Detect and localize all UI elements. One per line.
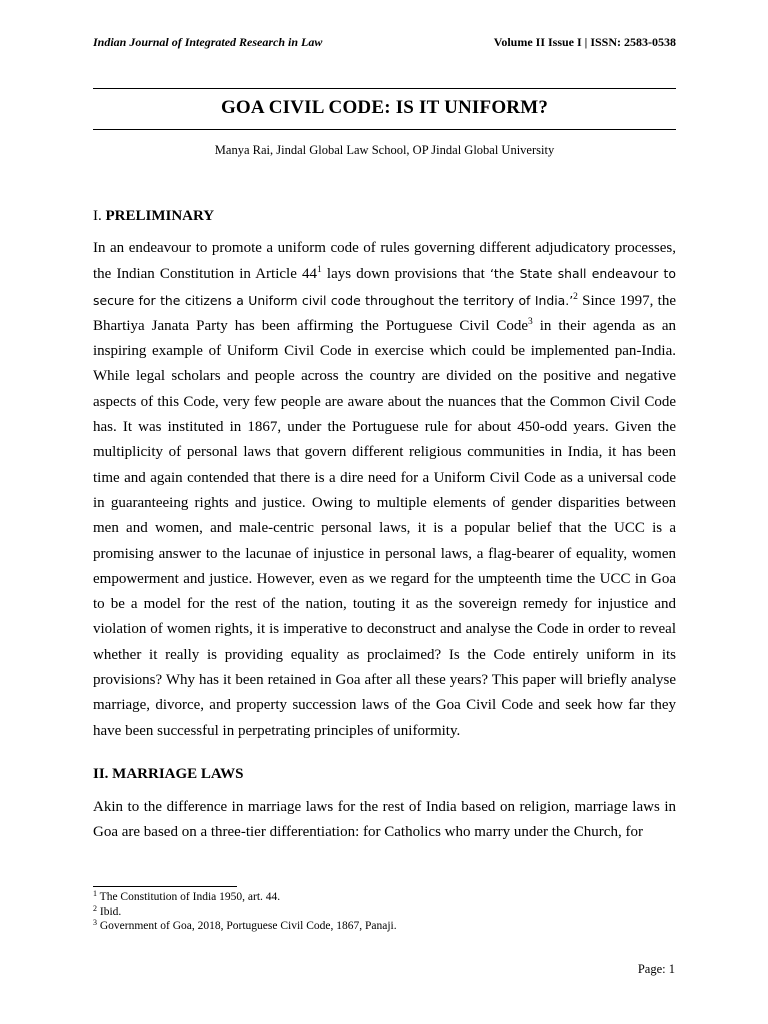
footnote-item <box>93 919 397 934</box>
footnote-ref-3[interactable]: 3 <box>528 316 533 327</box>
footnote-number: 3 <box>93 918 97 927</box>
title-top-rule <box>93 88 676 89</box>
section-numeral: I. <box>93 208 102 224</box>
footnote-ref-1[interactable]: 1 <box>317 265 322 276</box>
section-heading-preliminary <box>93 208 214 225</box>
footnote-text: Ibid. <box>99 905 122 918</box>
page-number: Page: 1 <box>637 962 675 976</box>
footnotes <box>93 890 397 934</box>
marriage-laws-paragraph: Akin to the difference in marriage laws for the rest of India based on religion, marriage laws in Goa are based on a three-tier differentiation: for Catholics who marry under the Church, for <box>93 799 676 841</box>
paragraph-text: lays down provisions that <box>321 266 490 283</box>
footnote-number: 2 <box>93 903 97 913</box>
paragraph-text: in their agenda as an inspiring example of Uniform Civil Code in exercise which could be implemented pan-India. While legal scholars and people across the country are divided on the positive and negative aspects of this Code, very few people are aware about the nuances that the Common Civil Code has. It was instituted in 1867, under the Portuguese rule for about 450-odd years. Given the multiplicity of personal laws that govern different religious communities in India, it has been time and again contended that there is a dire need for a Uniform Civil Code as a universal code in guaranteeing rights and justice. Owing to multiple elements of gender disparities between men and women, and male-centric personal laws, it is a popular belief that the UCC is a promising answer to the lacunae of injustice in personal laws, a flag-bearer of equality, women empowerment and justice. However, even as we regard for the umpteenth time the UCC in Goa to be a model for the rest of the nation, touting it as the sovereign remedy for injustice and violation of women rights, it is imperative to deconstruct and analyse the Code in order to reveal whether it really is providing equality as proclaimed? Is the Code entirely uniform in its provisions? Why has it been retained in Goa after all these years? This paper will briefly analyse marriage, divorce, and property succession laws of the Goa Civil Code and seek how far they have been successful in perpetrating principles of uniformity. <box>93 317 677 739</box>
footnote-ref-2[interactable]: 2 <box>573 291 578 302</box>
section-title: PRELIMINARY <box>105 208 215 224</box>
paragraph-text: Since 1997, the Bhartiya Janata Party has been affirming the Portuguese Civil Code <box>93 292 676 334</box>
paragraph-text: In an endeavour to promote a uniform code of rules governing different adjudicatory processes, the Indian Constitution in Article 44 <box>93 240 676 283</box>
footnote-text: The Constitution of India 1950, art. 44. <box>99 891 281 903</box>
paper-title: GOA CIVIL CODE: IS IT UNIFORM? <box>220 97 549 118</box>
running-header <box>93 35 676 50</box>
footnote-number: 1 <box>93 889 97 898</box>
footnote-item <box>93 905 397 920</box>
footnote-item <box>93 890 397 905</box>
author-affiliation: Manya Rai, Jindal Global Law School, OP Jindal Global University <box>214 143 555 157</box>
journal-name: Indian Journal of Integrated Research in Law <box>93 35 323 49</box>
title-bottom-rule <box>93 129 676 130</box>
constitution-quote: ‘the State shall endeavour to secure for the citizens a Uniform civil code throughout the territory of India.’ <box>93 266 676 308</box>
section-heading-marriage-laws: II. MARRIAGE LAWS <box>93 766 244 782</box>
footnote-separator <box>93 886 237 887</box>
volume-issn: Volume II Issue I | ISSN: 2583-0538 <box>493 35 676 49</box>
preliminary-paragraph <box>93 236 676 744</box>
footnote-text: Government of Goa, 2018, Portuguese Civil Code, 1867, Panaji. <box>99 920 397 932</box>
